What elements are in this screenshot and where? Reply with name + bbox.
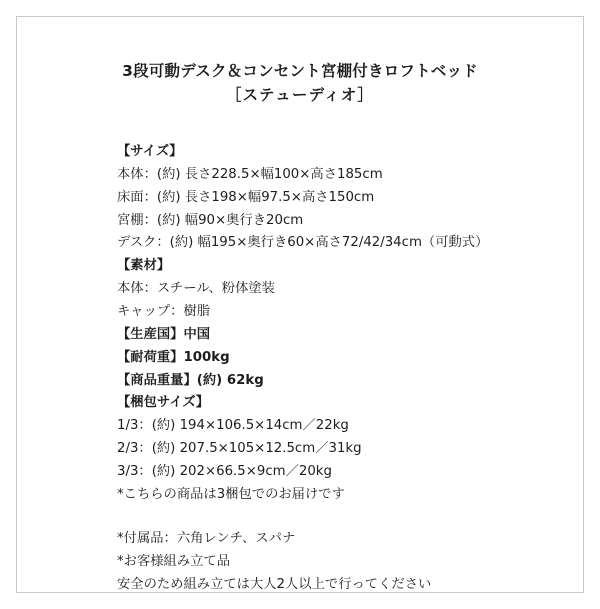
spec-line: 3/3：(約) 202×66.5×9cm／20kg: [117, 464, 332, 480]
spec-line: *お客様組み立て品: [117, 553, 231, 569]
product-title-line-2: ［ステューディオ］: [225, 86, 375, 105]
spec-line: *付属品：六角レンチ、スパナ: [117, 530, 296, 546]
spec-line: 【梱包サイズ】: [117, 395, 210, 411]
spec-line: 本体：(約) 長さ228.5×幅100×高さ185cm: [117, 166, 383, 182]
spec-line: 2/3：(約) 207.5×105×12.5cm／31kg: [117, 441, 362, 457]
product-title-line-1: 3段可動デスク＆コンセント宮棚付きロフトベッド: [122, 62, 478, 80]
spec-line: キャップ：樹脂: [117, 304, 211, 320]
spec-line: 床面：(約) 長さ198×幅97.5×高さ150cm: [117, 189, 375, 205]
spec-line: 1/3：(約) 194×106.5×14cm／22kg: [117, 418, 349, 434]
spec-line: 【商品重量】(約) 62kg: [117, 372, 264, 388]
spec-line: デスク：(約) 幅195×奥行き60×高さ72/42/34cm（可動式）: [117, 235, 489, 251]
spec-line: 【生産国】中国: [117, 326, 211, 342]
spec-list: [17, 141, 583, 596]
spec-line: 宮棚：(約) 幅90×奥行き20cm: [117, 212, 304, 228]
spec-line: *こちらの商品は3梱包でのお届けです: [117, 486, 345, 502]
product-title: [17, 59, 583, 107]
spec-line: 安全のため組み立ては大人2人以上で行ってください: [117, 576, 432, 592]
spec-line: 本体：スチール、粉体塗装: [117, 281, 275, 297]
spec-card: [16, 16, 584, 593]
spec-line: 【サイズ】: [117, 144, 183, 160]
spec-line: 【耐荷重】100kg: [117, 349, 230, 365]
spec-line: 【素材】: [117, 258, 171, 274]
